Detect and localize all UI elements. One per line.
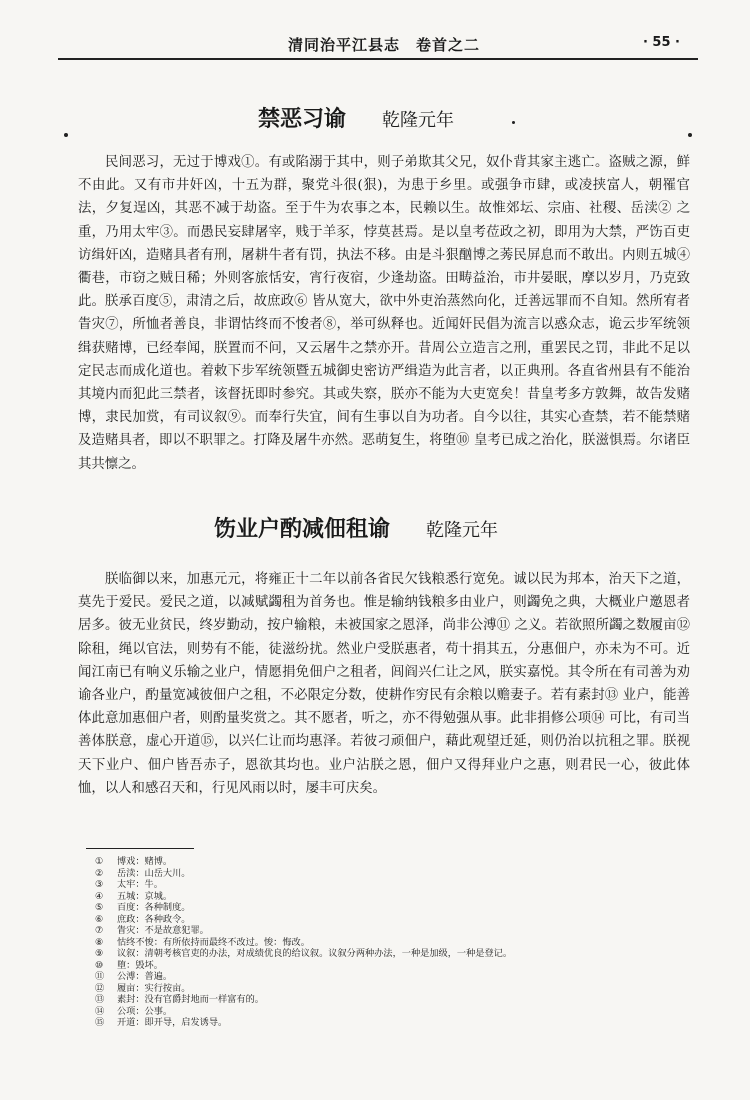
section-heading: 饬业户酌减佃租谕: [214, 517, 391, 542]
speck-mark: [688, 133, 692, 137]
footnote: ⑪ 公溥：普遍。: [95, 971, 173, 982]
footnote: ⑤ 百度：各种制度。: [95, 902, 191, 913]
footnote: ⑦ 眚灾：不是故意犯罪。: [95, 925, 209, 936]
section-body: 朕临御以来，加惠元元，将雍正十二年以前各省民欠钱粮悉行宽免。诚以民为邦本，治天下之道，莫先于爱民。爱民之道，以减赋蠲租为首务也。惟是输纳钱粮多由业户，则蠲免之典，大概业户邀恩者居多。彼无业贫民，终岁勤动，按户输粮，未被国家之恩泽，尚非公溥⑪ 之义。若欲照所蠲之数履亩⑫除租，绳以官法，则势有不能，徒滋纷扰。然业户受朕惠者，苟十捐其五，分惠佃户，亦未为不可。近闻江南已有响义乐输之业户，情愿捐免佃户之租者，闾阎兴仁让之风，朕实嘉悦。其令所在有司善为劝谕各业户，酌量宽减彼佃户之租，不必限定分数，使耕作穷民有余粮以赡妻子。若有素封⑬ 业户，能善体此意加惠佃户者，则酌量奖赏之。其不愿者，听之，亦不得勉强从事。此非捐修公项⑭ 可比，有司当善体朕意，虚心开道⑮，以兴仁让而均惠泽。若彼刁顽佃户，藉此观望迁延，则仍治以抗租之罪。朕视天下业户、佃户皆吾赤子，恩欲其均也。业户沾朕之恩，佃户又得拜业户之惠，则君民一心，彼此体恤，以人和感召天和，行见风雨以时，屡丰可庆矣。: [78, 572, 690, 796]
section-title: [214, 512, 498, 543]
footnote: ⑮ 开道：即开导，启发诱导。: [95, 1017, 228, 1028]
page-number: · 55 ·: [642, 35, 680, 50]
section-body: 民间恶习，无过于博戏①。有或陷溺于其中，则子弟欺其父兄，奴仆背其家主逃亡。盗贼之源，鲜不由此。又有市井奸凶，十五为群，聚党斗很(狠)，为患于乡里。或强争市肆，或凌挟富人，朝罹官法，夕复逞凶，其恶不减于劫盗。至于牛为农事之本，民赖以生。故惟郊坛、宗庙、社稷、岳渎② 之重，乃用太牢③。而愚民妄肆屠宰，贱于羊豕，悖莫甚焉。是以皇考莅政之初，即用为大禁，严饬百吏访缉奸凶，造赌具者有刑，屠耕牛者有罚，执法不移。由是斗狠酗博之莠民屏息而不敢出。内则五城④ 衢巷，市窃之贼日稀；外则客旅恬安，宵行夜宿，少逢劫盗。田畴益治，市井晏眠，摩以岁月，乃克致此。朕承百度⑤，肃清之后，故庶政⑥ 皆从宽大，欲中外吏治蒸然向化，迁善远罪而不自知。然所宥者眚灾⑦，所恤者善良，非谓怙终而不悛者⑧，举可纵释也。近闻奸民倡为流言以惑众志，诡云步军统领缉获赌博，已经奉闻，朕置而不问，又云屠牛之禁亦开。昔周公立造言之刑，重罢民之罚，非此不足以定民志而成化道也。着敕下步军统领暨五城御史密访严缉造为此言者，以正典刑。各直省州县有不能治其境内而犯此三禁者，该督抚即时参究。其或失察，朕亦不能为大吏宽矣！昔皇考多方敦舞，故告发赌博，隶民加赏，有司议叙⑨。而奉行失宜，间有生事以自为功者。自今以往，其实心查禁，若不能禁赌及造赌具者，即以不职罪之。打降及屠牛亦然。恶萌复生，将堕⑩ 皇考已成之治化，朕滋惧焉。尔诸臣其共懔之。: [78, 155, 690, 472]
footnote-divider: [86, 848, 194, 849]
footnote: ④ 五城：京城。: [95, 890, 173, 902]
footnote: ⑬ 素封：没有官爵封地而一样富有的。: [95, 994, 264, 1005]
footnotes: [95, 856, 615, 1029]
section-era: 乾隆元年: [382, 110, 455, 131]
header-title: 清同治平江县志 卷首之二: [288, 36, 481, 54]
section-heading: 禁恶习谕: [258, 107, 347, 132]
footnote: ⑧ 怙终不悛：有所依持而最终不改过。悛：悔改。: [95, 936, 310, 948]
footnote: ③ 太牢：牛。: [95, 879, 163, 890]
footnote: ⑫ 履亩：实行按亩。: [95, 982, 191, 994]
section-title: [258, 102, 454, 133]
page-header: [58, 30, 698, 60]
footnote: ⑨ 议叙：清朝考核官吏的办法，对成绩优良的给议叙。议叙分两种办法，一种是加级，一种是登记。: [95, 948, 513, 959]
footnote: ⑥ 庶政：各种政令。: [95, 913, 191, 925]
footnote: ② 岳渎：山岳大川。: [95, 867, 191, 879]
speck-mark: [512, 121, 515, 124]
footnote: ① 博戏：赌博。: [95, 856, 173, 867]
section-era: 乾隆元年: [426, 520, 499, 541]
footnote: ⑩ 堕：毁坏。: [95, 959, 163, 971]
speck-mark: [64, 133, 68, 137]
footnote: ⑭ 公项：公事。: [95, 1005, 173, 1017]
